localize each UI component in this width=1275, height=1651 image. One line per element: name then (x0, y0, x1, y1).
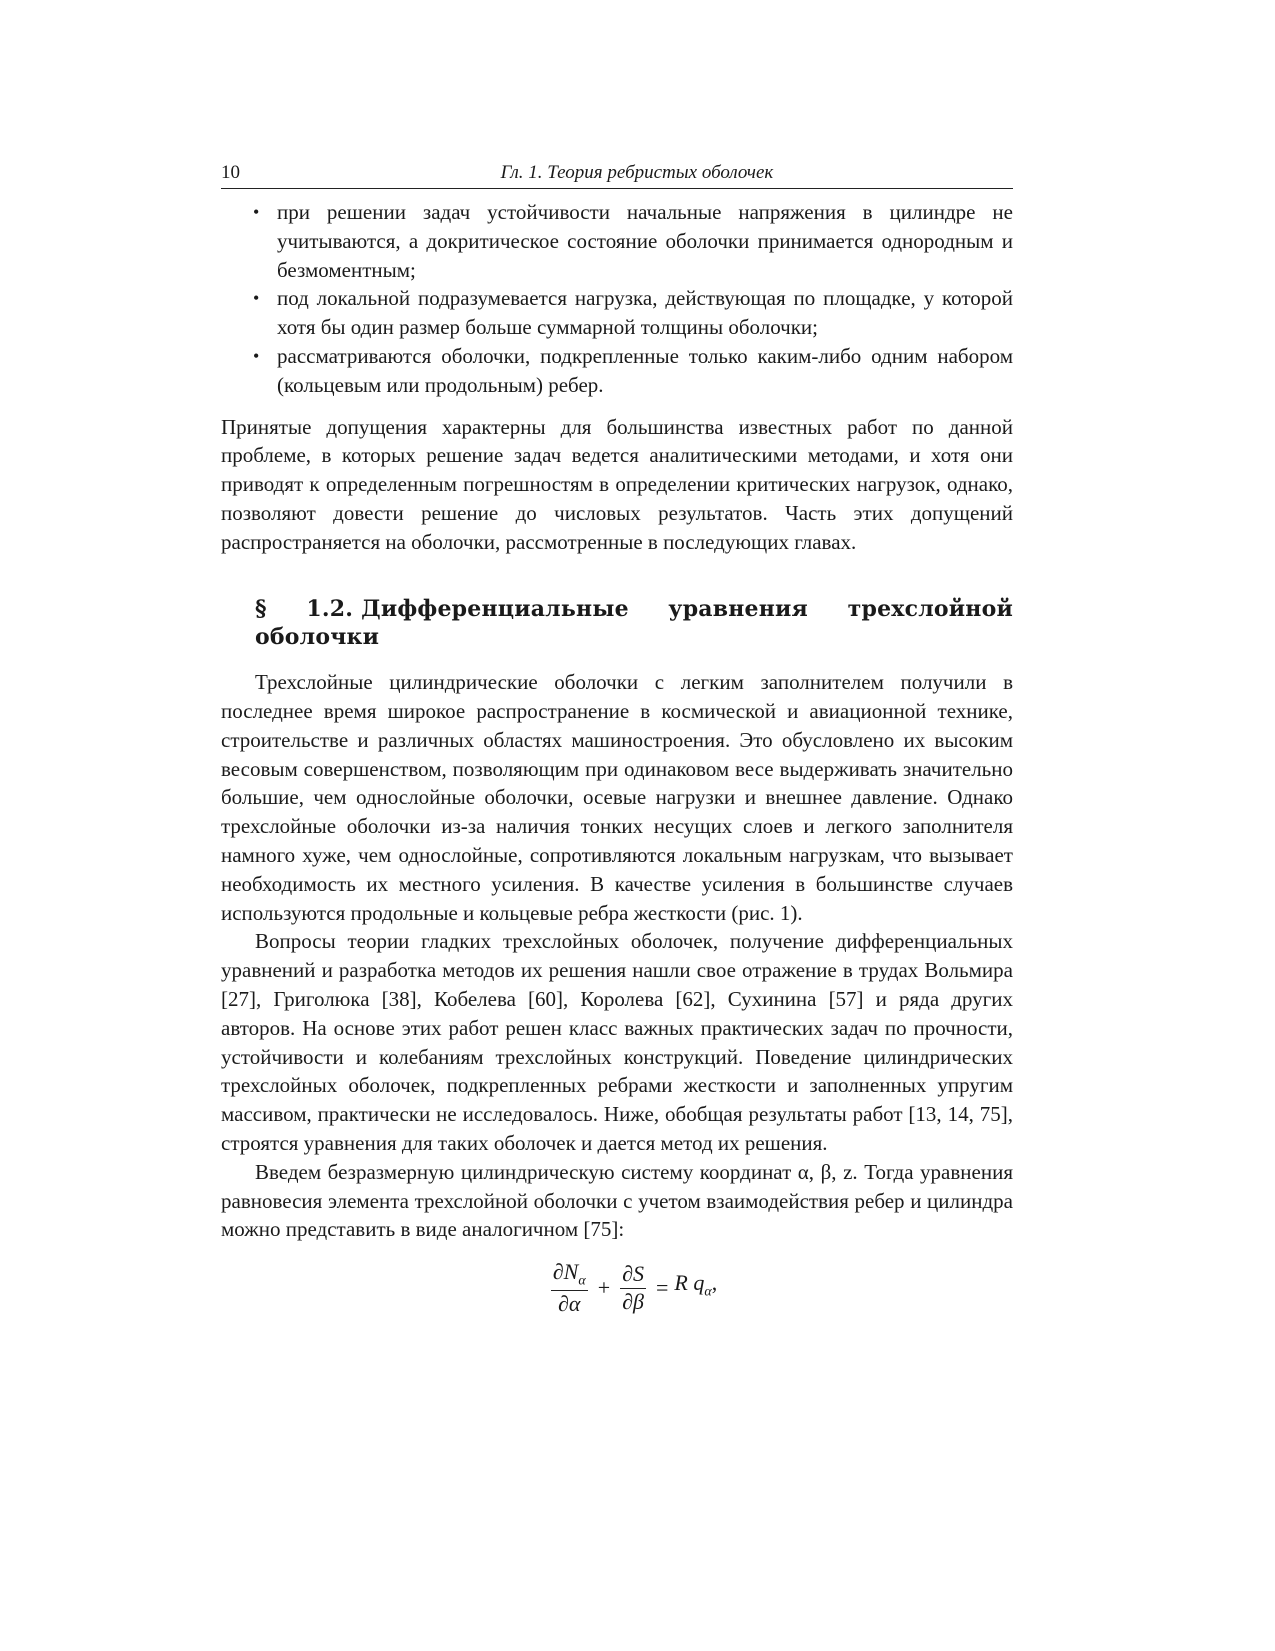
list-item-text: при решении задач устойчивости начальные напряжения в цилиндре не учитываются, а докритическое состояние оболочки принимается однородным и безмоментным; (277, 200, 1013, 282)
bullet-icon: • (253, 202, 260, 222)
page-number: 10 (221, 162, 240, 183)
fraction-dN-dalpha (551, 1260, 588, 1316)
list-item-text: рассматриваются оболочки, подкрепленные только каким-либо одним набором (кольцевым или продольным) ребер. (277, 343, 1013, 397)
bullet-icon: • (253, 288, 260, 309)
equals-sign: = (655, 1274, 669, 1300)
fraction-denominator: ∂β (622, 1288, 644, 1314)
plus-sign: + (597, 1274, 611, 1300)
body-text (221, 198, 1013, 1316)
equation-rhs: R $q_\alpha$, (674, 1269, 718, 1300)
fraction-dS-dbeta (620, 1262, 646, 1313)
assumptions-list (221, 198, 1013, 400)
paragraph: Введем безразмерную цилиндрическую систему координат α, β, z. Тогда уравнения равновесия элемента трехслойной оболочки с учетом взаимодействия ребер и цилиндра можно представить в виде аналогичном [75]: (221, 1159, 1013, 1242)
page (221, 160, 1013, 1316)
section-heading (255, 595, 1013, 653)
list-item (253, 284, 1013, 342)
bullet-icon: • (253, 345, 260, 366)
equilibrium-equation (221, 1260, 1013, 1316)
section-title: Дифференциальные уравнения трехслойной оболочки (255, 595, 1013, 651)
fraction-numerator: ∂S (620, 1262, 646, 1288)
running-title: Гл. 1. Теория ребристых оболочек (500, 162, 774, 183)
paragraph: Трехслойные цилиндрические оболочки с легким заполнителем получили в последнее время широкое распространение в космической и авиационной технике, строительстве и различных областях машиностроения. Это обусловлено их высоким весовым совершенством, позволяющим при одинаковом весе выдерживать значительно большие, чем однослойные оболочки, осевые нагрузки и внешнее давление. Однако трехслойные оболочки из-за наличия тонких несущих слоев и легкого заполнителя намного хуже, чем однослойные, сопротивляются локальным нагрузкам, что вызывает необходимость их местного усиления. В качестве усиления в большинстве случаев используются продольные и кольцевые ребра жесткости (рис. 1). (221, 670, 1013, 925)
paragraph-assumptions: Принятые допущения характерны для большинства известных работ по данной проблеме, в которых решение задач ведется аналитическими методами, и хотя они приводят к определенным погрешностям в определении критических нагрузок, однако, позволяют довести решение до числовых результатов. Часть этих допущений распространяется на оболочки, рассмотренные в последующих главах. (221, 414, 1013, 554)
paragraph: Вопросы теории гладких трехслойных оболочек, получение дифференциальных уравнений и разработка методов их решения нашли свое отражение в трудах Вольмира [27], Григолюка [38], Кобелева [60], Королева [62], Сухинина [57] и ряда других авторов. На основе этих работ решен класс важных практических задач по прочности, устойчивости и колебаниям трехслойных конструкций. Поведение цилиндрических трехслойных оболочек, подкрепленных ребрами жесткости и заполненных упругим массивом, практически не исследовалось. Ниже, обобщая результаты работ [13, 14, 75], строятся уравнения для таких оболочек и дается метод их решения. (221, 929, 1013, 1155)
running-header (221, 160, 1013, 189)
section-number: § 1.2. (255, 595, 354, 622)
list-item-text: под локальной подразумевается нагрузка, действующая по площадке, у которой хотя бы один размер больше суммарной толщины оболочки; (277, 286, 1013, 340)
fraction-numerator: $\partial N_\alpha$ (551, 1260, 588, 1291)
fraction-denominator: ∂α (558, 1290, 581, 1316)
list-item (253, 342, 1013, 400)
list-item (253, 198, 1013, 284)
